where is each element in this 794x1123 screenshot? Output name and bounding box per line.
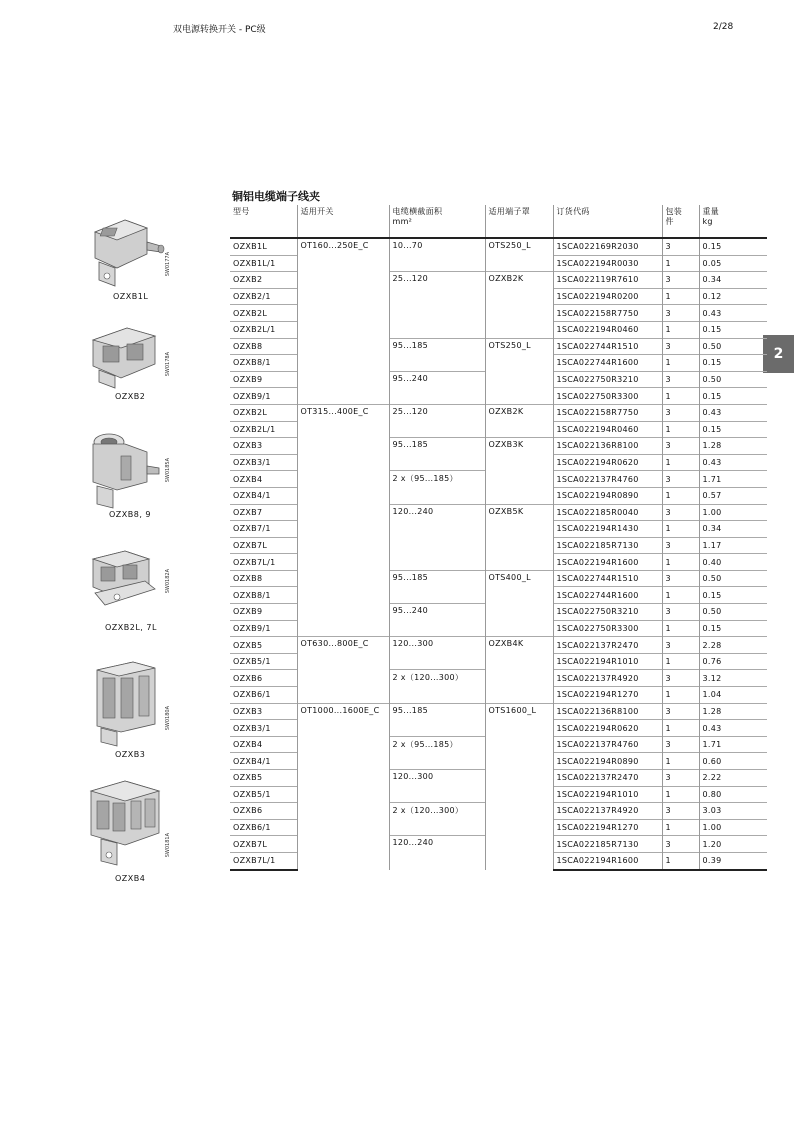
figure-code: SW0177A — [165, 252, 171, 277]
cable-section-cell: 25...120 — [389, 404, 485, 437]
figure-code: SW0185A — [165, 458, 171, 483]
order-code-cell: 1SCA022750R3300 — [553, 620, 662, 637]
cable-section-cell: 25...120 — [389, 272, 485, 338]
figure-label: OZXB3 — [115, 750, 146, 759]
order-code-cell: 1SCA022194R1010 — [553, 786, 662, 803]
pack-qty-cell: 1 — [662, 355, 699, 372]
weight-cell: 2.28 — [699, 637, 767, 654]
order-code-cell: 1SCA022750R3210 — [553, 371, 662, 388]
shroud-cell: OTS250_L — [485, 338, 553, 404]
order-code-cell: 1SCA022169R2030 — [553, 238, 662, 255]
order-code-cell: 1SCA022194R1430 — [553, 521, 662, 538]
cable-section-cell: 95...185 — [389, 570, 485, 603]
pack-qty-cell: 3 — [662, 338, 699, 355]
pack-qty-cell: 1 — [662, 554, 699, 571]
section-title: 铜铝电缆端子线夹 — [232, 190, 320, 203]
weight-cell: 0.43 — [699, 404, 767, 421]
pack-qty-cell: 1 — [662, 720, 699, 737]
weight-cell: 0.15 — [699, 355, 767, 372]
pack-qty-cell: 1 — [662, 388, 699, 405]
weight-cell: 0.50 — [699, 570, 767, 587]
weight-cell: 0.34 — [699, 521, 767, 538]
weight-cell: 0.15 — [699, 421, 767, 438]
model-cell: OZXB6/1 — [230, 687, 297, 704]
order-code-cell: 1SCA022744R1510 — [553, 338, 662, 355]
header-title: 双电源转换开关 - PC级 — [173, 25, 266, 35]
weight-cell: 0.50 — [699, 604, 767, 621]
figure-ozxb8-9 — [85, 428, 180, 523]
weight-cell: 0.15 — [699, 587, 767, 604]
table-body — [230, 238, 767, 870]
figure-label: OZXB1L — [113, 292, 149, 301]
weight-cell: 0.39 — [699, 852, 767, 869]
cable-section-cell: 120...240 — [389, 504, 485, 570]
cable-section-cell: 2 x（95...185） — [389, 471, 485, 504]
weight-cell: 0.34 — [699, 272, 767, 289]
pack-qty-cell: 1 — [662, 852, 699, 869]
cable-section-cell: 95...240 — [389, 371, 485, 404]
weight-cell: 1.28 — [699, 703, 767, 720]
table-row — [230, 404, 767, 421]
column-header-text: 适用端子罩 — [488, 207, 530, 216]
weight-cell: 0.43 — [699, 454, 767, 471]
cable-section-cell: 95...185 — [389, 338, 485, 371]
order-code-cell: 1SCA022158R7750 — [553, 305, 662, 322]
shroud-cell: OZXB4K — [485, 637, 553, 703]
cable-section-cell: 95...185 — [389, 438, 485, 471]
cable-section-cell: 95...185 — [389, 703, 485, 736]
shroud-cell: OTS250_L — [485, 238, 553, 272]
pack-qty-cell: 1 — [662, 487, 699, 504]
order-code-cell: 1SCA022137R4760 — [553, 471, 662, 488]
weight-cell: 1.28 — [699, 438, 767, 455]
order-code-cell: 1SCA022194R1600 — [553, 554, 662, 571]
weight-cell: 3.03 — [699, 803, 767, 820]
cable-section-cell: 10...70 — [389, 238, 485, 272]
model-cell: OZXB1L/1 — [230, 255, 297, 272]
pack-qty-cell: 3 — [662, 504, 699, 521]
weight-cell: 0.76 — [699, 653, 767, 670]
cable-section-cell: 120...300 — [389, 637, 485, 670]
order-code-cell: 1SCA022185R7130 — [553, 836, 662, 853]
model-cell: OZXB8 — [230, 570, 297, 587]
table-header-row — [230, 205, 767, 238]
pack-qty-cell: 3 — [662, 736, 699, 753]
weight-cell: 0.57 — [699, 487, 767, 504]
order-code-cell: 1SCA022194R0620 — [553, 720, 662, 737]
weight-cell: 0.40 — [699, 554, 767, 571]
pack-qty-cell: 1 — [662, 321, 699, 338]
column-header-text: 包装 — [665, 207, 683, 216]
pack-qty-cell: 3 — [662, 670, 699, 687]
figure-code: SW0182A — [165, 569, 171, 594]
shroud-cell: OZXB2K — [485, 272, 553, 338]
weight-cell: 0.15 — [699, 620, 767, 637]
weight-cell: 0.60 — [699, 753, 767, 770]
model-cell: OZXB6/1 — [230, 819, 297, 836]
model-cell: OZXB2/1 — [230, 288, 297, 305]
pack-qty-cell: 3 — [662, 404, 699, 421]
pack-qty-cell: 1 — [662, 521, 699, 538]
order-code-cell: 1SCA022194R0890 — [553, 753, 662, 770]
figure-code: SW0181A — [165, 833, 171, 858]
column-header — [297, 205, 389, 238]
weight-cell: 0.50 — [699, 338, 767, 355]
model-cell: OZXB3/1 — [230, 720, 297, 737]
column-header — [699, 205, 767, 238]
figure-label: OZXB2L, 7L — [105, 623, 157, 632]
switch-cell: OT630...800E_C — [297, 637, 389, 703]
weight-cell: 1.20 — [699, 836, 767, 853]
figure-label: OZXB8, 9 — [109, 510, 152, 519]
chapter-tab[interactable]: 2 — [763, 335, 794, 373]
model-cell: OZXB9/1 — [230, 620, 297, 637]
pack-qty-cell: 3 — [662, 272, 699, 289]
cable-section-cell: 120...240 — [389, 836, 485, 870]
switch-cell: OT1000...1600E_C — [297, 703, 389, 869]
pack-qty-cell: 1 — [662, 454, 699, 471]
order-code-cell: 1SCA022136R8100 — [553, 438, 662, 455]
cable-section-cell: 2 x（120...300） — [389, 803, 485, 836]
column-header-text: mm² — [392, 217, 413, 226]
table-row — [230, 637, 767, 654]
column-header-text: 适用开关 — [300, 207, 334, 216]
order-code-cell: 1SCA022744R1600 — [553, 587, 662, 604]
model-cell: OZXB7/1 — [230, 521, 297, 538]
column-header — [485, 205, 553, 238]
weight-cell: 0.12 — [699, 288, 767, 305]
model-cell: OZXB1L — [230, 238, 297, 255]
figure-ozxb2 — [85, 322, 180, 407]
order-code-cell: 1SCA022158R7750 — [553, 404, 662, 421]
page-number: 2/28 — [713, 22, 734, 32]
pack-qty-cell: 3 — [662, 703, 699, 720]
order-code-cell: 1SCA022136R8100 — [553, 703, 662, 720]
pack-qty-cell: 3 — [662, 604, 699, 621]
weight-cell: 1.71 — [699, 471, 767, 488]
order-code-cell: 1SCA022194R0890 — [553, 487, 662, 504]
weight-cell: 0.15 — [699, 388, 767, 405]
column-header — [389, 205, 485, 238]
pack-qty-cell: 3 — [662, 637, 699, 654]
model-cell: OZXB5/1 — [230, 653, 297, 670]
order-code-cell: 1SCA022194R1600 — [553, 852, 662, 869]
order-code-cell: 1SCA022137R4920 — [553, 670, 662, 687]
order-code-cell: 1SCA022750R3210 — [553, 604, 662, 621]
model-cell: OZXB5 — [230, 770, 297, 787]
column-header-text: 件 — [665, 217, 674, 226]
switch-cell: OT315...400E_C — [297, 404, 389, 636]
model-cell: OZXB2L/1 — [230, 321, 297, 338]
shroud-cell: OZXB3K — [485, 438, 553, 504]
weight-cell: 1.00 — [699, 504, 767, 521]
model-cell: OZXB4/1 — [230, 487, 297, 504]
model-cell: OZXB5/1 — [230, 786, 297, 803]
order-code-cell: 1SCA022194R1010 — [553, 653, 662, 670]
model-cell: OZXB3 — [230, 703, 297, 720]
weight-cell: 0.05 — [699, 255, 767, 272]
weight-cell: 0.43 — [699, 720, 767, 737]
model-cell: OZXB9/1 — [230, 388, 297, 405]
weight-cell: 0.43 — [699, 305, 767, 322]
order-code-cell: 1SCA022194R0460 — [553, 321, 662, 338]
column-header — [662, 205, 699, 238]
pack-qty-cell: 3 — [662, 836, 699, 853]
model-cell: OZXB8 — [230, 338, 297, 355]
order-code-cell: 1SCA022137R4920 — [553, 803, 662, 820]
order-code-cell: 1SCA022194R0030 — [553, 255, 662, 272]
weight-cell: 1.04 — [699, 687, 767, 704]
shroud-cell: OTS400_L — [485, 570, 553, 636]
model-cell: OZXB5 — [230, 637, 297, 654]
terminal-table — [230, 205, 767, 871]
order-code-cell: 1SCA022137R4760 — [553, 736, 662, 753]
pack-qty-cell: 1 — [662, 421, 699, 438]
figure-code: SW0178A — [165, 352, 171, 377]
order-code-cell: 1SCA022137R2470 — [553, 770, 662, 787]
pack-qty-cell: 3 — [662, 238, 699, 255]
weight-cell: 3.12 — [699, 670, 767, 687]
model-cell: OZXB9 — [230, 371, 297, 388]
weight-cell: 0.80 — [699, 786, 767, 803]
cable-section-cell: 120...300 — [389, 770, 485, 803]
pack-qty-cell: 1 — [662, 288, 699, 305]
weight-cell: 1.17 — [699, 537, 767, 554]
model-cell: OZXB3 — [230, 438, 297, 455]
cable-section-cell: 95...240 — [389, 604, 485, 637]
model-cell: OZXB4/1 — [230, 753, 297, 770]
column-header-text: 重量 — [702, 207, 720, 216]
figure-label: OZXB4 — [115, 874, 146, 883]
figure-ozxb1l — [85, 212, 180, 307]
cable-section-cell: 2 x（95...185） — [389, 736, 485, 769]
order-code-cell: 1SCA022744R1510 — [553, 570, 662, 587]
model-cell: OZXB3/1 — [230, 454, 297, 471]
model-cell: OZXB9 — [230, 604, 297, 621]
pack-qty-cell: 1 — [662, 620, 699, 637]
column-header-text: kg — [702, 217, 713, 226]
pack-qty-cell: 1 — [662, 687, 699, 704]
cable-section-cell: 2 x（120...300） — [389, 670, 485, 703]
pack-qty-cell: 3 — [662, 438, 699, 455]
pack-qty-cell: 3 — [662, 570, 699, 587]
pack-qty-cell: 3 — [662, 371, 699, 388]
model-cell: OZXB4 — [230, 736, 297, 753]
order-code-cell: 1SCA022194R0620 — [553, 454, 662, 471]
pack-qty-cell: 1 — [662, 753, 699, 770]
figure-label: OZXB2 — [115, 392, 146, 401]
pack-qty-cell: 3 — [662, 471, 699, 488]
model-cell: OZXB4 — [230, 471, 297, 488]
weight-cell: 0.15 — [699, 321, 767, 338]
figure-ozxb4 — [85, 777, 180, 889]
pack-qty-cell: 3 — [662, 770, 699, 787]
pack-qty-cell: 1 — [662, 653, 699, 670]
order-code-cell: 1SCA022750R3300 — [553, 388, 662, 405]
order-code-cell: 1SCA022194R1270 — [553, 687, 662, 704]
weight-cell: 0.50 — [699, 371, 767, 388]
model-cell: OZXB7L/1 — [230, 554, 297, 571]
weight-cell: 0.15 — [699, 238, 767, 255]
column-header-text: 型号 — [233, 207, 250, 216]
column-header-text: 订货代码 — [556, 207, 590, 216]
model-cell: OZXB6 — [230, 670, 297, 687]
figure-ozxb2l-7l — [85, 545, 180, 635]
order-code-cell: 1SCA022744R1600 — [553, 355, 662, 372]
pack-qty-cell: 1 — [662, 587, 699, 604]
pack-qty-cell: 3 — [662, 803, 699, 820]
order-code-cell: 1SCA022185R7130 — [553, 537, 662, 554]
model-cell: OZXB2L — [230, 404, 297, 421]
model-cell: OZXB2 — [230, 272, 297, 289]
model-cell: OZXB8/1 — [230, 355, 297, 372]
shroud-cell: OZXB5K — [485, 504, 553, 570]
model-cell: OZXB7L — [230, 836, 297, 853]
switch-cell: OT160...250E_C — [297, 238, 389, 404]
table-row — [230, 703, 767, 720]
column-header-text: 电缆横截面积 — [392, 207, 443, 216]
order-code-cell: 1SCA022119R7610 — [553, 272, 662, 289]
column-header — [230, 205, 297, 238]
order-code-cell: 1SCA022194R0200 — [553, 288, 662, 305]
model-cell: OZXB2L/1 — [230, 421, 297, 438]
model-cell: OZXB6 — [230, 803, 297, 820]
weight-cell: 1.71 — [699, 736, 767, 753]
pack-qty-cell: 1 — [662, 819, 699, 836]
column-header — [553, 205, 662, 238]
terminal-ozxb3-image — [85, 660, 180, 748]
weight-cell: 2.22 — [699, 770, 767, 787]
model-cell: OZXB7L — [230, 537, 297, 554]
order-code-cell: 1SCA022185R0040 — [553, 504, 662, 521]
pack-qty-cell: 1 — [662, 786, 699, 803]
model-cell: OZXB7 — [230, 504, 297, 521]
model-cell: OZXB2L — [230, 305, 297, 322]
table-row — [230, 238, 767, 255]
shroud-cell: OTS1600_L — [485, 703, 553, 869]
pack-qty-cell: 3 — [662, 537, 699, 554]
order-code-cell: 1SCA022194R1270 — [553, 819, 662, 836]
order-code-cell: 1SCA022137R2470 — [553, 637, 662, 654]
model-cell: OZXB7L/1 — [230, 852, 297, 869]
weight-cell: 1.00 — [699, 819, 767, 836]
pack-qty-cell: 3 — [662, 305, 699, 322]
order-code-cell: 1SCA022194R0460 — [553, 421, 662, 438]
figure-code: SW0180A — [165, 706, 171, 731]
shroud-cell: OZXB2K — [485, 404, 553, 437]
figure-ozxb3 — [85, 660, 180, 765]
model-cell: OZXB8/1 — [230, 587, 297, 604]
pack-qty-cell: 1 — [662, 255, 699, 272]
